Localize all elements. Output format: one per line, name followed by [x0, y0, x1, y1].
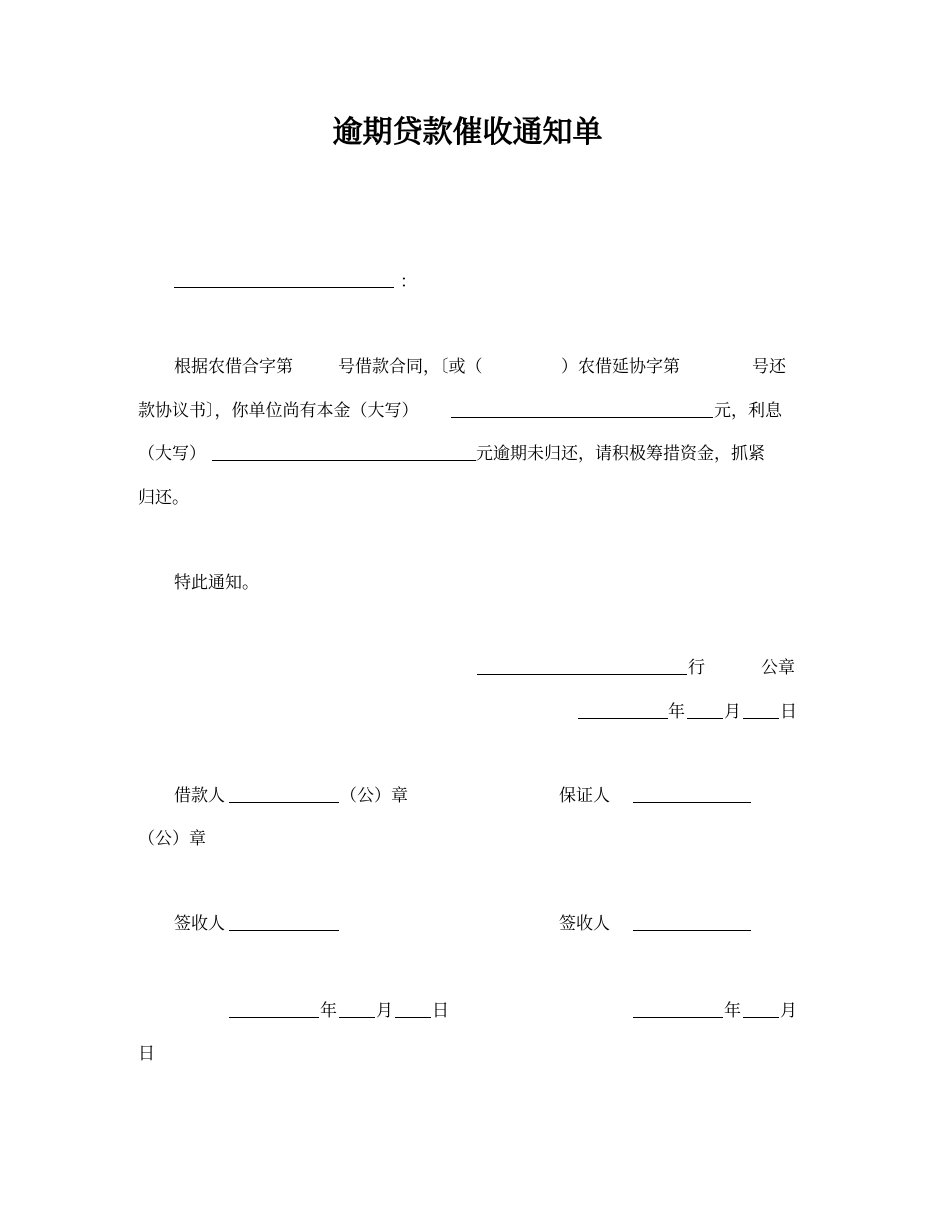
- date-year-blank: [633, 1017, 723, 1018]
- date-year-label: 年: [320, 1001, 337, 1021]
- receiver-blank: [229, 930, 339, 931]
- date-year-label: 年: [724, 1001, 741, 1021]
- borrower-blank: [229, 802, 339, 803]
- body-text: 元，利息: [714, 401, 782, 421]
- date-month-label: 月: [376, 1001, 393, 1021]
- date-month-label: 月: [780, 1001, 797, 1021]
- bank-seal-label: 公章: [761, 658, 795, 678]
- document-title: 逾期贷款催收通知单: [332, 115, 603, 150]
- receiver-label: 签收人: [559, 914, 610, 934]
- bank-hang-label: 行: [688, 658, 705, 678]
- body-text: （大写）: [138, 444, 206, 464]
- date-day-blank: [743, 718, 779, 719]
- body-text: 号还: [752, 357, 786, 377]
- receiver-label: 签收人: [174, 914, 225, 934]
- body-text: 号借款合同，〔或（: [338, 357, 483, 377]
- guarantor-seal-label: （公）章: [138, 829, 206, 849]
- borrower-label: 借款人: [174, 786, 225, 806]
- date-day-label: 日: [138, 1044, 155, 1064]
- date-year-blank: [578, 718, 668, 719]
- body-text: ）农借延协字第: [561, 357, 680, 377]
- principal-amount-blank: [451, 417, 713, 418]
- bank-name-blank: [477, 674, 687, 675]
- body-text: 款协议书〕，你单位尚有本金（大写）: [138, 401, 419, 421]
- addressee-blank: [174, 287, 394, 288]
- date-day-label: 日: [432, 1001, 449, 1021]
- body-text: 元逾期未归还，请积极筹措资金，抓紧: [476, 444, 765, 464]
- date-month-blank: [687, 718, 723, 719]
- date-month-label: 月: [724, 702, 741, 722]
- interest-amount-blank: [212, 460, 476, 461]
- date-month-blank: [339, 1017, 375, 1018]
- guarantor-blank: [633, 802, 751, 803]
- body-text: 归还。: [138, 488, 189, 508]
- date-year-blank: [229, 1017, 319, 1018]
- receiver-blank: [633, 930, 751, 931]
- date-month-blank: [743, 1017, 779, 1018]
- borrower-seal-label: （公）章: [340, 786, 408, 806]
- salutation-colon: ：: [400, 272, 417, 292]
- date-day-label: 日: [780, 702, 797, 722]
- date-year-label: 年: [668, 702, 685, 722]
- notice-text: 特此通知。: [174, 573, 259, 593]
- body-text: 根据农借合字第: [174, 357, 293, 377]
- guarantor-label: 保证人: [559, 786, 610, 806]
- date-day-blank: [395, 1017, 431, 1018]
